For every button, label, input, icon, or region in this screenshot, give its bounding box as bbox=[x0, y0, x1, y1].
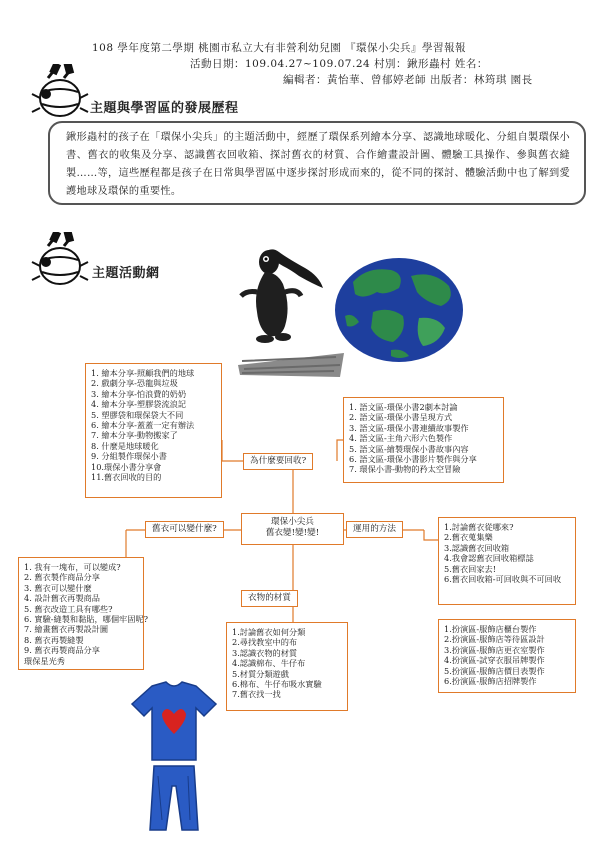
list-item: 4.我會認舊衣回收箱標誌 bbox=[444, 553, 534, 564]
why-learning-area-box bbox=[343, 397, 504, 483]
list-item: 7. 繪本分享-動物搬家了 bbox=[91, 430, 178, 441]
list-item: 4. 繪本分享-塑膠袋流浪記 bbox=[91, 399, 187, 410]
what-can-become-label: 舊衣可以變什麼? bbox=[145, 521, 224, 538]
what-can-become-box bbox=[18, 557, 149, 670]
list-item: 環保星光秀 bbox=[24, 655, 65, 666]
list-item: 9. 舊衣再製商品分享 bbox=[24, 645, 100, 656]
list-item: 1.扮演區-服飾店櫃台製作 bbox=[444, 624, 537, 634]
list-item: 2. 舊衣製作商品分享 bbox=[24, 572, 100, 583]
list-item: 2. 語文區-環保小書呈現方式 bbox=[349, 412, 453, 423]
material-box bbox=[226, 622, 348, 711]
list-item: 6.扮演區-服飾店招牌製作 bbox=[444, 676, 537, 687]
why-recycle-label: 為什麼要回收? bbox=[243, 453, 313, 470]
list-item: 4. 設計舊衣再製商品 bbox=[24, 593, 100, 604]
list-item: 7. 繪畫舊衣再製設計圖 bbox=[24, 624, 109, 635]
list-item: 3. 語文區-環保小書連續故事製作 bbox=[349, 422, 469, 433]
why-activities-box bbox=[85, 363, 222, 498]
list-item: 7.舊衣找一找 bbox=[232, 689, 281, 700]
list-item: 3.認識衣物的材質 bbox=[232, 647, 298, 658]
list-item: 6.舊衣回收箱-可回收與不可回收 bbox=[444, 574, 562, 585]
material-label: 衣物的材質 bbox=[241, 590, 298, 607]
list-item: 6. 實驗-縫製和黏貼，哪個牢固呢? bbox=[24, 614, 149, 625]
central-topic-subtitle: 舊衣變!變!變! bbox=[265, 528, 320, 538]
list-item: 6. 繪本分享-蓋蓋一定有辦法 bbox=[91, 420, 195, 431]
list-item: 9. 分組製作環保小書 bbox=[91, 451, 167, 462]
list-item: 3.扮演區-服飾店更衣室製作 bbox=[444, 644, 545, 655]
intro-paragraph: 鍬形蟲村的孩子在「環保小尖兵」的主題活動中，經歷了環保系列繪本分享、認識地球暖化、分組自製環保小書、舊衣的收集及分享、認識舊衣回收箱、探討舊衣的材質、合作繪畫設計圖、體驗工具操作、參與舊衣縫製……等，這些歷程都是孩子在日常與學習區中逐步探討形成而來的，從不同的探討、體驗活動中也了解到愛護地球及環保的重要性。 bbox=[48, 121, 586, 205]
list-item: 6. 語文區-環保小書影片製作與分享 bbox=[349, 454, 477, 465]
list-item: 3. 舊衣可以變什麼 bbox=[24, 582, 92, 593]
shirt-drawing bbox=[130, 680, 218, 835]
list-item: 5.材質分類遊戲 bbox=[232, 668, 289, 679]
list-item: 11.舊衣回收的目的 bbox=[91, 472, 162, 483]
list-item: 2. 戲劇分享-恐龍與垃圾 bbox=[91, 378, 178, 389]
list-item: 5.舊衣回家去! bbox=[444, 563, 497, 574]
list-item: 7. 環保小書-動物的矜太空冒險 bbox=[349, 464, 461, 475]
list-item: 10.環保小書分享會 bbox=[91, 461, 162, 472]
list-item: 4. 語文區-主角六形六色製作 bbox=[349, 433, 453, 444]
list-item: 8. 什麼是地球暖化 bbox=[91, 440, 159, 451]
methods-box bbox=[438, 517, 576, 605]
list-item: 5. 語文區-繪製環保小書故事內容 bbox=[349, 443, 469, 454]
list-item: 5. 舊衣改造工具有哪些? bbox=[24, 603, 113, 614]
activity-info: 活動日期：109.04.27~109.07.24 村別：鍬形蟲村 姓名： bbox=[190, 58, 488, 70]
web-section-title: 主題活動網 bbox=[92, 266, 160, 281]
list-item: 4.認識棉布、牛仔布 bbox=[232, 658, 306, 669]
list-item: 1. 我有一塊布，可以變成? bbox=[24, 562, 121, 572]
list-item: 5.扮演區-服飾店價目表製作 bbox=[444, 665, 545, 676]
methods-label: 運用的方法 bbox=[346, 521, 403, 538]
list-item: 4.扮演區-試穿衣服吊牌製作 bbox=[444, 655, 545, 666]
newsletter-title: 108 學年度第二學期 桃園市私立大有非營利幼兒園 『環保小尖兵』學習報報 bbox=[92, 42, 467, 54]
list-item: 3.認識舊衣回收箱 bbox=[444, 542, 510, 553]
list-item: 6.棉布、牛仔布吸水實驗 bbox=[232, 679, 322, 690]
list-item: 1. 繪本分享-照顧我們的地球 bbox=[91, 368, 195, 378]
list-item: 3. 繪本分享-怕浪費的奶奶 bbox=[91, 388, 187, 399]
list-item: 2.扮演區-服飾店等待區設計 bbox=[444, 634, 545, 645]
list-item: 1.討論舊衣從哪來? bbox=[444, 522, 514, 532]
list-item: 1. 語文區-環保小書2劇本討論 bbox=[349, 402, 458, 412]
list-item: 8. 舊衣再製縫製 bbox=[24, 634, 84, 645]
list-item: 5. 塑膠袋和環保袋大不同 bbox=[91, 409, 184, 420]
central-topic bbox=[241, 513, 344, 545]
list-item: 2.舊衣蒐集樂 bbox=[444, 532, 493, 543]
process-section-title: 主題與學習區的發展歷程 bbox=[90, 101, 239, 116]
role-play-box bbox=[438, 619, 576, 693]
editor-info: 編輯者：黃怡華、曾郁婷老師 出版者：林筠琪 園長 bbox=[283, 74, 533, 86]
list-item: 2.尋找教室中的布 bbox=[232, 637, 298, 648]
central-topic-title: 環保小尖兵 bbox=[271, 517, 314, 527]
list-item: 1.討論舊衣如何分類 bbox=[232, 627, 306, 637]
